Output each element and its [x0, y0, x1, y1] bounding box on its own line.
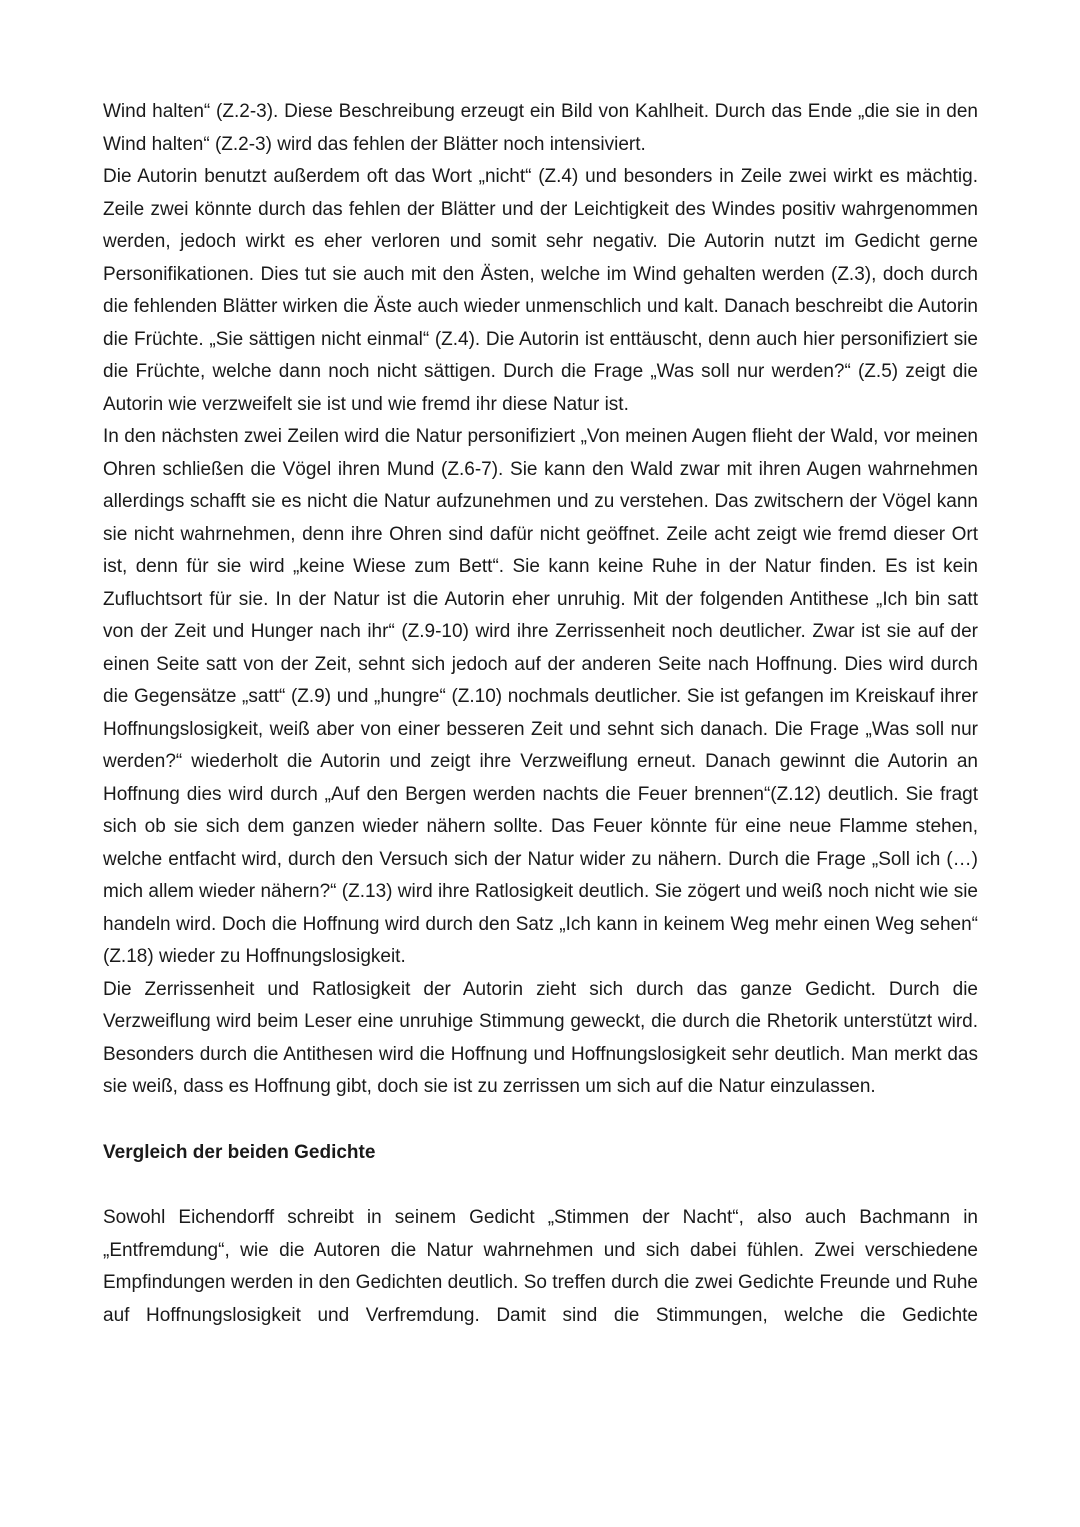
spacer [103, 1169, 978, 1202]
spacer [103, 1104, 978, 1137]
document-page [103, 96, 978, 1332]
paragraph-kahlheit: Wind halten“ (Z.2-3). Diese Beschreibung erzeugt ein Bild von Kahlheit. Durch das Ende „die sie in den Wind halten“ (Z.2-3) wird das fehlen der Blätter noch intensiviert. [103, 101, 978, 155]
paragraph-antithese: In den nächsten zwei Zeilen wird die Natur personifiziert „Von meinen Augen flieht der Wald, vor meinen Ohren schließen die Vögel ihren Mund (Z.6-7). Sie kann den Wald zwar mit ihren Augen wahrnehmen allerdings schafft sie es nicht die Natur aufzunehmen und zu verstehen. Das zwitschern der Vögel kann sie nicht wahrnehmen, denn ihre Ohren sind dafür nicht geöffnet. Zeile acht zeigt wie fremd dieser Ort ist, denn für sie wird „keine Wiese zum Bett“. Sie kann keine Ruhe in der Natur finden. Es ist kein Zufluchtsort für sie. In der Natur ist die Autorin eher unruhig. Mit der folgenden Antithese „Ich bin satt von der Zeit und Hunger nach ihr“ (Z.9-10) wird ihre Zerrissenheit noch deutlicher. Zwar ist sie auf der einen Seite satt von der Zeit, sehnt sich jedoch auf der anderen Seite nach Hoffnung. Dies wird durch die Gegensätze „satt“ (Z.9) und „hungre“ (Z.10) nochmals deutlicher. Sie ist gefangen im Kreiskauf ihrer Hoffnungslosigkeit, weiß aber von einer besseren Zeit und sehnt sich danach. Die Frage „Was soll nur werden?“ wiederholt die Autorin und zeigt ihre Verzweiflung erneut. Danach gewinnt die Autorin an Hoffnung dies wird durch „Auf den Bergen werden nachts die Feuer brennen“(Z.12) deutlich. Sie fragt sich ob sie sich dem ganzen wieder nähern sollte. Das Feuer könnte für eine neue Flamme stehen, welche entfacht wird, durch den Versuch sich der Natur wider zu nähern. Durch die Frage „Soll ich (…) mich allem wieder nähern?“ (Z.13) wird ihre Ratlosigkeit deutlich. Sie zögert und weiß noch nicht wie sie handeln wird. Doch die Hoffnung wird durch den Satz „Ich kann in keinem Weg mehr einen Weg sehen“ (Z.18) wieder zu Hoffnungslosigkeit. [103, 426, 978, 967]
section-heading: Vergleich der beiden Gedichte [103, 1141, 376, 1163]
paragraph-personifikation: Die Autorin benutzt außerdem oft das Wort „nicht“ (Z.4) und besonders in Zeile zwei wirkt es mächtig. Zeile zwei könnte durch das fehlen der Blätter und der Leichtigkeit des Windes positiv wahrgenommen werden, jedoch wirkt es eher verloren und somit sehr negativ. Die Autorin nutzt im Gedicht gerne Personifikationen. Dies tut sie auch mit den Ästen, welche im Wind gehalten werden (Z.3), doch durch die fehlenden Blätter wirken die Äste auch wieder unmenschlich und kalt. Danach beschreibt die Autorin die Früchte. „Sie sättigen nicht einmal“ (Z.4). Die Autorin ist enttäuscht, denn auch hier personifiziert sie die Früchte, welche dann noch nicht sättigen. Durch die Frage „Was soll nur werden?“ (Z.5) zeigt die Autorin wie verzweifelt sie ist und wie fremd ihr diese Natur ist. [103, 166, 978, 415]
paragraph-zerrissenheit: Die Zerrissenheit und Ratlosigkeit der Autorin zieht sich durch das ganze Gedicht. Durch die Verzweiflung wird beim Leser eine unruhige Stimmung geweckt, die durch die Rhetorik unterstützt wird. Besonders durch die Antithesen wird die Hoffnung und Hoffnungslosigkeit sehr deutlich. Man merkt das sie weiß, dass es Hoffnung gibt, doch sie ist zu zerrissen um sich auf die Natur einzulassen. [103, 978, 978, 1097]
paragraph-vergleich: Sowohl Eichendorff schreibt in seinem Gedicht „Stimmen der Nacht“, also auch Bachmann in „Entfremdung“, wie die Autoren die Natur wahrnehmen und sich dabei fühlen. Zwei verschiedene Empfindungen werden in den Gedichten deutlich. So treffen durch die zwei Gedichte Freunde und Ruhe auf Hoffnungslosigkeit und Verfremdung. Damit sind die Stimmungen, welche die Gedichte [103, 1207, 978, 1326]
